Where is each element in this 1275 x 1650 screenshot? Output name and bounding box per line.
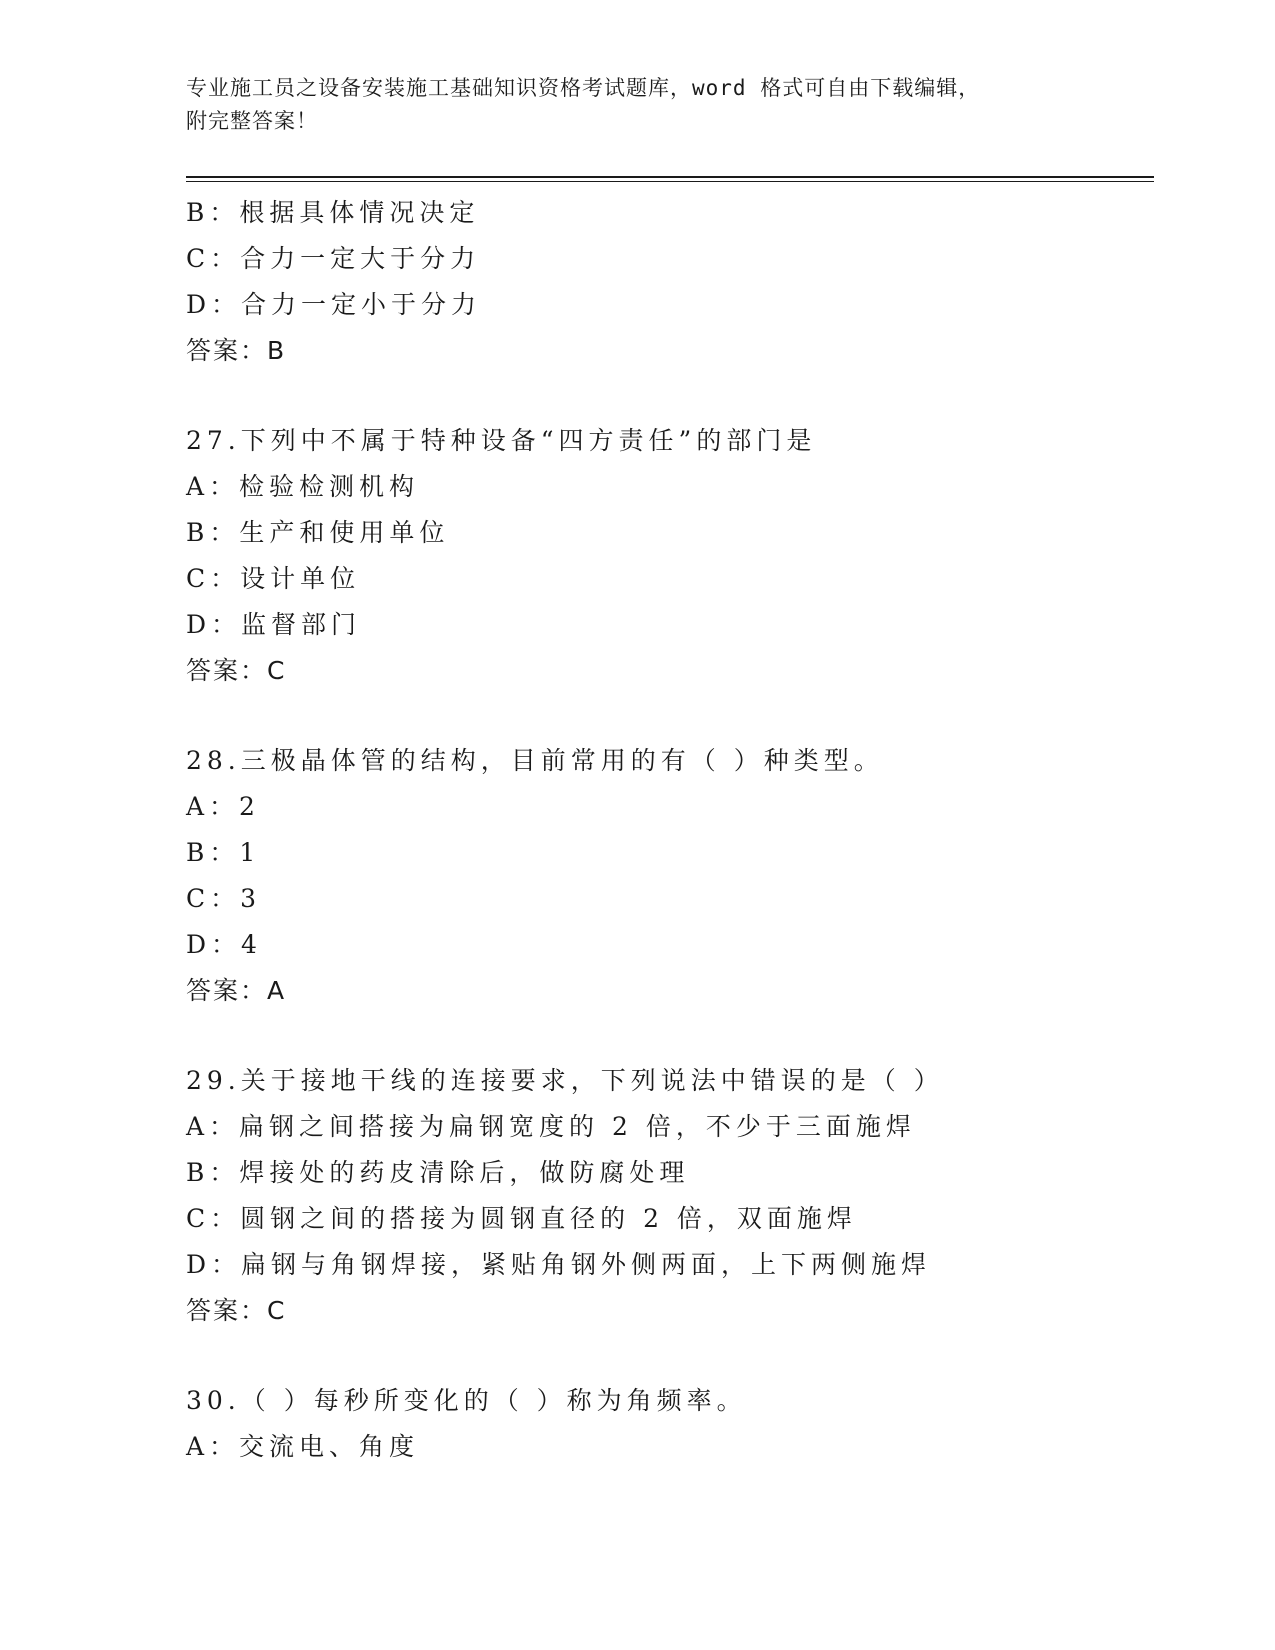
answer-line: 答案：A: [186, 976, 287, 1005]
header-rule-thin: [186, 181, 1154, 182]
option-line: A：交流电、角度: [186, 1432, 420, 1461]
option-line: A：检验检测机构: [186, 472, 420, 501]
option-line: C：合力一定大于分力: [186, 244, 481, 273]
question-list: [186, 190, 1154, 1470]
option-line: D：扁钢与角钢焊接，紧贴角钢外侧两面，上下两侧施焊: [186, 1250, 932, 1279]
question-27: [186, 418, 1154, 694]
option-line: B：焊接处的药皮清除后，做防腐处理: [186, 1158, 690, 1187]
question-29: [186, 1058, 1154, 1334]
option-line: B：根据具体情况决定: [186, 198, 480, 227]
question-26-partial: [186, 190, 1154, 374]
option-line: D：合力一定小于分力: [186, 290, 482, 319]
question-stem: 29.关于接地干线的连接要求，下列说法中错误的是（ ）: [186, 1066, 944, 1095]
option-line: A：扁钢之间搭接为扁钢宽度的 2 倍，不少于三面施焊: [186, 1112, 916, 1141]
question-28: [186, 738, 1154, 1014]
question-stem: 27.下列中不属于特种设备“四方责任”的部门是: [186, 426, 817, 455]
option-line: D：4: [186, 930, 262, 959]
answer-line: 答案：C: [186, 656, 287, 685]
option-line: B：1: [186, 838, 261, 867]
answer-line: 答案：C: [186, 1296, 287, 1325]
option-line: A：2: [186, 792, 260, 821]
header-line-1: 专业施工员之设备安装施工基础知识资格考试题库，word 格式可自由下载编辑，: [186, 76, 981, 100]
header-rule-thick: [186, 176, 1154, 178]
question-stem: 30.（ ）每秒所变化的（ ）称为角频率。: [186, 1386, 747, 1415]
option-line: B：生产和使用单位: [186, 518, 450, 547]
option-line: C：设计单位: [186, 564, 361, 593]
document-header: [186, 72, 1086, 138]
question-stem: 28.三极晶体管的结构，目前常用的有（ ）种类型。: [186, 746, 884, 775]
answer-line: 答案：B: [186, 336, 287, 365]
option-line: D：监督部门: [186, 610, 362, 639]
option-line: C：3: [186, 884, 262, 913]
header-line-2: 附完整答案！: [186, 109, 318, 133]
question-30: [186, 1378, 1154, 1470]
option-line: C：圆钢之间的搭接为圆钢直径的 2 倍，双面施焊: [186, 1204, 857, 1233]
